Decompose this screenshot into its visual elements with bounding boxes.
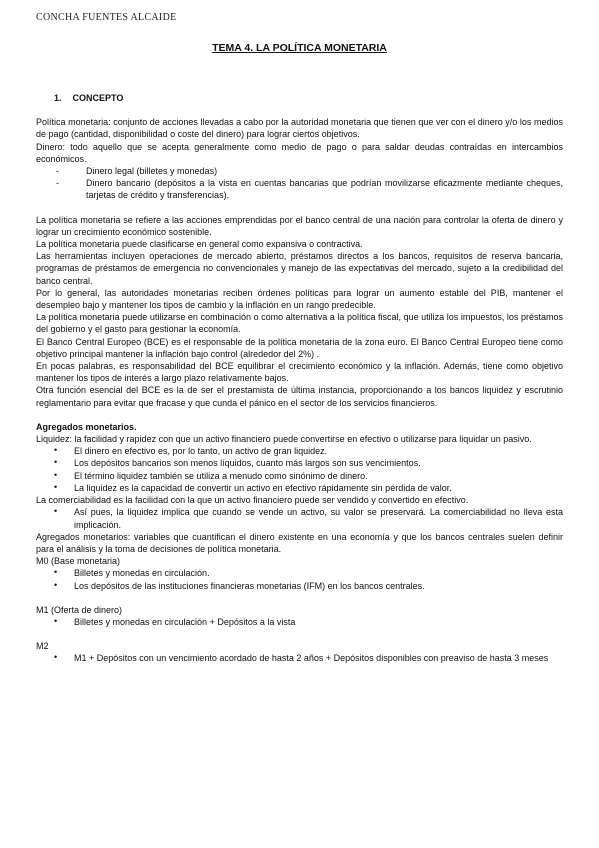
bullet-marker: • <box>54 457 58 468</box>
paragraph: El Banco Central Europeo (BCE) es el responsable de la política monetaria de la zona euro. El Banco Central Europeo tiene como objetivo principal mantener la inflación bajo control (alrededor del 2%) . <box>36 336 563 359</box>
bullet-marker: • <box>54 481 58 492</box>
list-item: • El término liquidez también se utiliza a menudo como sinónimo de dinero. <box>54 469 368 481</box>
dash-marker: - <box>56 166 59 177</box>
bullet-marker: • <box>54 506 58 517</box>
author-header: CONCHA FUENTES ALCAIDE <box>36 12 177 23</box>
subsection-heading: Agregados monetarios. <box>36 421 137 432</box>
paragraph-dinero: Dinero: todo aquello que se acepta generalmente como medio de pago o para saldar deudas contraídas en intercambios económicos. <box>36 141 563 164</box>
m1-list <box>36 616 563 628</box>
paragraph-agregados: Agregados monetarios: variables que cuantifican el dinero existente en una economía y que los bancos centrales suelen definir para el análisis y la toma de decisiones de política monetaria. <box>36 531 563 554</box>
bullet-marker: • <box>54 567 58 578</box>
paragraph: Por lo general, las autoridades monetarias reciben órdenes políticas para lograr un aumento estable del PIB, mantener el desempleo bajo y mantener los tipos de cambio y la inflación en un rango predecible. <box>36 287 563 311</box>
comerciabilidad-list <box>36 506 563 530</box>
list-item: • Así pues, la liquidez implica que cuando se vende un activo, su valor se preservará. La comerciabilidad no lleva esta implicación. <box>54 506 563 530</box>
m0-label: M0 (Base monetaria) <box>36 556 121 567</box>
list-item: • El dinero en efectivo es, por lo tanto, un activo de gran liquidez. <box>54 445 328 457</box>
paragraph-comerciabilidad: La comerciabilidad es la facilidad con la que un activo financiero puede ser vendido y convertido en efectivo. <box>36 495 469 506</box>
list-item: • Los depósitos de las instituciones financieras monetarias (IFM) en los bancos centrales. <box>54 579 425 591</box>
paragraph: Otra función esencial del BCE es la de ser el prestamista de última instancia, proporcionando a los bancos liquidez y escrutinio reglamentario para evitar que fracase y que cunda el pánico en el sector de los servicios financieros. <box>36 385 563 408</box>
dash-marker: - <box>56 178 59 189</box>
bullet-marker: • <box>54 445 58 456</box>
bullet-marker: • <box>54 615 58 626</box>
paragraph: La política monetaria puede utilizarse en combinación o como alternativa a la política fiscal, que utiliza los impuestos, los préstamos del gobierno y el gasto para gestionar la economía. <box>36 312 563 335</box>
paragraph-liquidez: Liquidez: la facilidad y rapidez con que un activo financiero puede convertirse en efectivo o utilizarse para liquidar un pasivo. <box>36 434 532 445</box>
list-item: • Billetes y monedas en circulación. <box>54 567 210 579</box>
m2-label: M2 <box>36 641 49 652</box>
list-item: • Los depósitos bancarios son menos líquidos, cuanto más largos son sus vencimientos. <box>54 457 421 469</box>
paragraph: Las herramientas incluyen operaciones de mercado abierto, préstamos directos a los bancos, requisitos de reserva bancaria, programas de préstamos de emergencia no convencionales y manejo de las expectativas del mercado, sujeto a la credibilidad del banco central. <box>36 251 563 286</box>
paragraph: En pocas palabras, es responsabilidad del BCE equilibrar el crecimiento económico y la inflación. Además, tiene como objetivo mantener los tipos de interés a largo plazo relativamente bajos. <box>36 361 563 384</box>
paragraph: La política monetaria se refiere a las acciones emprendidas por el banco central de una nación para controlar la oferta de dinero y lograr un crecimiento económico sostenible. <box>36 214 563 237</box>
m1-label: M1 (Oferta de dinero) <box>36 604 123 615</box>
bullet-marker: • <box>54 652 58 663</box>
list-item: • La liquidez es la capacidad de convertir un activo en efectivo rápidamente sin pérdida de valor. <box>54 481 452 493</box>
bullet-marker: • <box>54 469 58 480</box>
m0-list <box>36 567 563 591</box>
list-item: - Dinero bancario (depósitos a la vista en cuentas bancarias que podrían movilizarse eficazmente mediante cheques, tarjetas de crédito y transferencias). <box>56 178 563 201</box>
section-number: 1. <box>54 93 62 103</box>
dinero-list <box>36 165 563 202</box>
liquidez-list <box>36 445 563 494</box>
page-title: TEMA 4. LA POLÍTICA MONETARIA <box>212 42 387 54</box>
document-body <box>36 92 563 665</box>
m2-list <box>36 652 563 664</box>
paragraph: La política monetaria puede clasificarse en general como expansiva o contractiva. <box>36 239 363 250</box>
list-item: • M1 + Depósitos con un vencimiento acordado de hasta 2 años + Depósitos disponibles con preaviso de hasta 3 meses <box>54 652 549 664</box>
bullet-marker: • <box>54 579 58 590</box>
list-item: - Dinero legal (billetes y monedas) <box>56 166 218 177</box>
list-item: • Billetes y monedas en circulación + Depósitos a la vista <box>54 615 296 627</box>
section-heading <box>54 92 563 104</box>
section-title: CONCEPTO <box>72 93 124 103</box>
paragraph-politica-monetaria: Política monetaria: conjunto de acciones llevadas a cabo por la autoridad monetaria que tienen que ver con el dinero y/o los medios de pago (cantidad, disponibilidad o coste del dinero) para lograr ciertos objetivos. <box>36 117 563 140</box>
